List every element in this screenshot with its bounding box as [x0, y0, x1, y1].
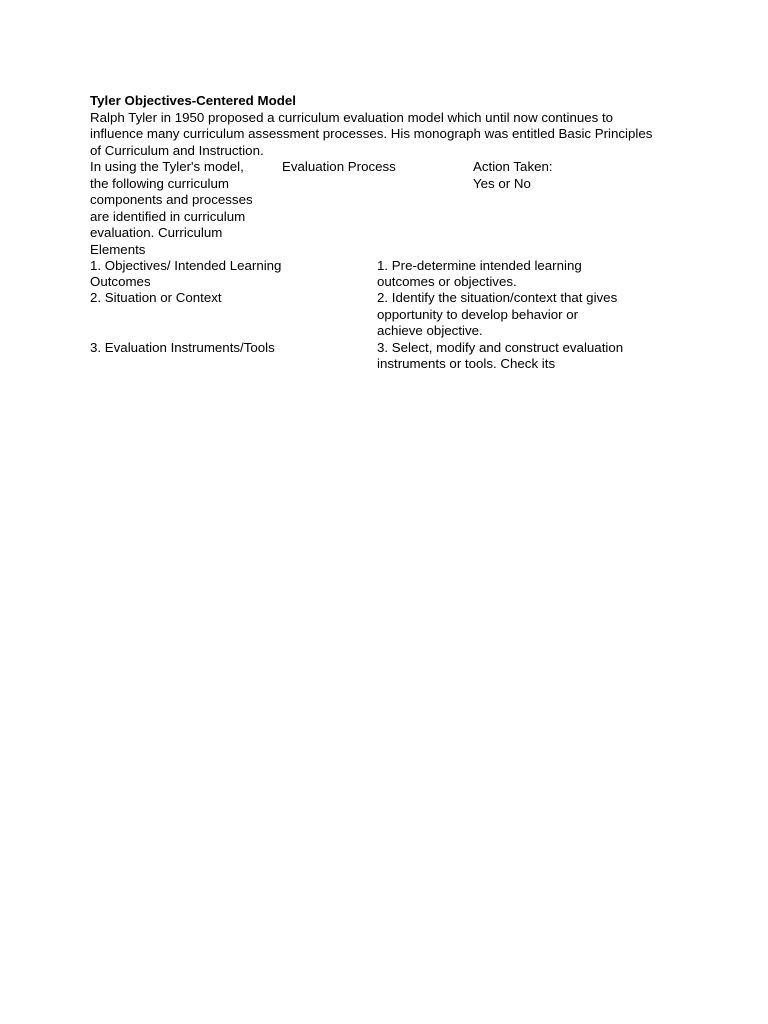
element-line: 1. Objectives/ Intended Learning [90, 258, 282, 273]
document-title: Tyler Objectives-Centered Model [90, 93, 296, 108]
left-intro-line: the following curriculum [90, 175, 229, 191]
process-line: 3. Select, modify and construct evaluation [377, 339, 624, 355]
intro-line: Ralph Tyler in 1950 proposed a curriculum evaluation model which until now continues to [90, 109, 614, 125]
element-line: 2. Situation or Context [90, 290, 222, 305]
process-line: achieve objective. [377, 323, 483, 338]
left-intro-line: In using the Tyler's model, [90, 159, 244, 174]
process-line: outcomes or objectives. [377, 274, 517, 289]
element-line: 3. Evaluation Instruments/Tools [90, 339, 275, 355]
process-line: opportunity to develop behavior or [377, 306, 579, 322]
process-line: 1. Pre-determine intended learning [377, 258, 582, 273]
element-line: Outcomes [90, 274, 151, 289]
left-intro-line: are identified in curriculum [90, 208, 246, 224]
column-heading-process: Evaluation Process [282, 159, 396, 174]
left-intro-line: Elements [90, 241, 146, 257]
process-line: 2. Identify the situation/context that gives [377, 290, 618, 305]
process-line: instruments or tools. Check its [377, 355, 556, 371]
left-intro-line: components and processes [90, 192, 253, 207]
intro-line: influence many curriculum assessment processes. His monograph was entitled Basic Principles [90, 126, 653, 141]
column-heading-action: Action Taken: [473, 159, 553, 174]
intro-line: of Curriculum and Instruction. [90, 142, 264, 158]
left-intro-line: evaluation. Curriculum [90, 225, 223, 240]
column-heading-action: Yes or No [473, 175, 531, 191]
